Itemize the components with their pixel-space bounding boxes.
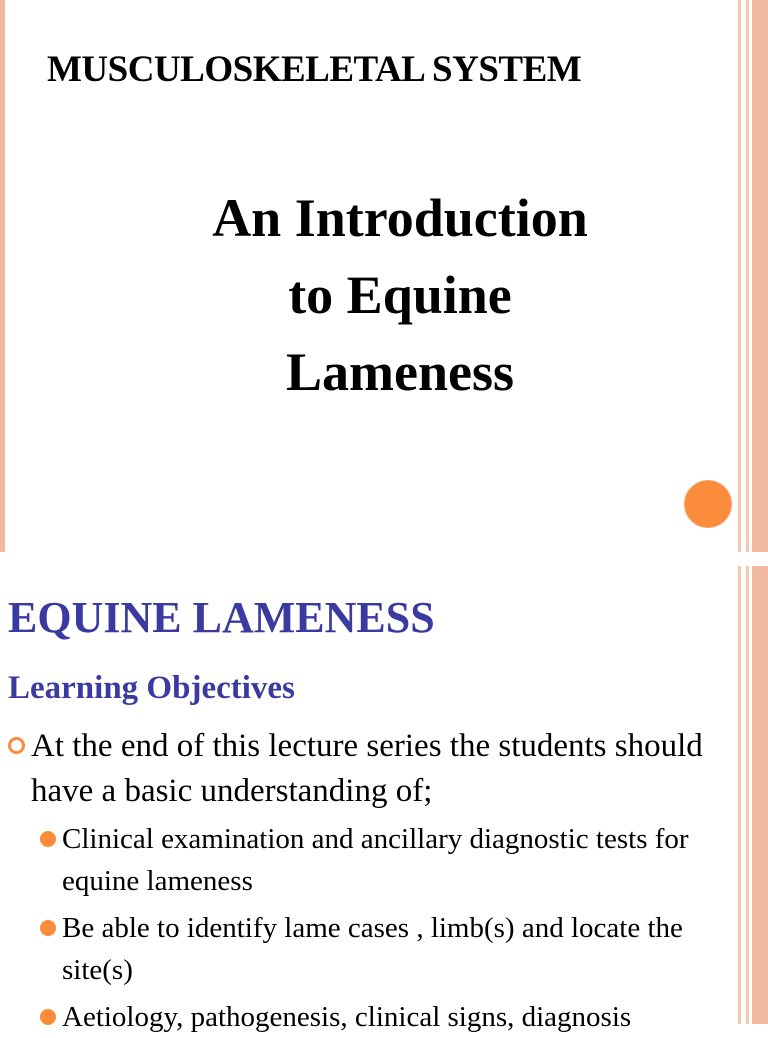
sub-bullet-text: Aetiology, pathogenesis, clinical signs, diagnosis	[62, 1001, 632, 1033]
slide-title	[150, 180, 650, 411]
sub-bullet-item	[40, 907, 760, 991]
title-line: to Equine	[288, 265, 512, 325]
dot-bullet-icon	[40, 920, 56, 936]
sub-bullet-text: Be able to identify lame cases , limb(s) and locate the site(s)	[62, 912, 683, 986]
dot-bullet-icon	[40, 831, 56, 847]
right-decoration	[738, 0, 768, 552]
bullet-item	[8, 724, 728, 814]
sub-bullet-item	[40, 996, 760, 1038]
left-border	[0, 0, 5, 552]
slide-title: EQUINE LAMENESS	[8, 593, 435, 642]
slide-subtitle: Learning Objectives	[8, 670, 295, 706]
sub-bullet-text: Clinical examination and ancillary diagnostic tests for equine lameness	[62, 823, 689, 897]
bullet-text: At the end of this lecture series the students should have a basic understanding of;	[31, 728, 703, 809]
objectives-slide	[0, 566, 768, 1033]
dot-bullet-icon	[40, 1009, 56, 1025]
ring-bullet-icon	[8, 737, 25, 754]
section-heading: MUSCULOSKELETAL SYSTEM	[47, 49, 582, 90]
title-line: An Introduction	[212, 188, 588, 248]
orange-circle-decoration	[685, 481, 731, 527]
sub-bullet-item	[40, 818, 760, 902]
title-line: Lameness	[286, 342, 514, 402]
